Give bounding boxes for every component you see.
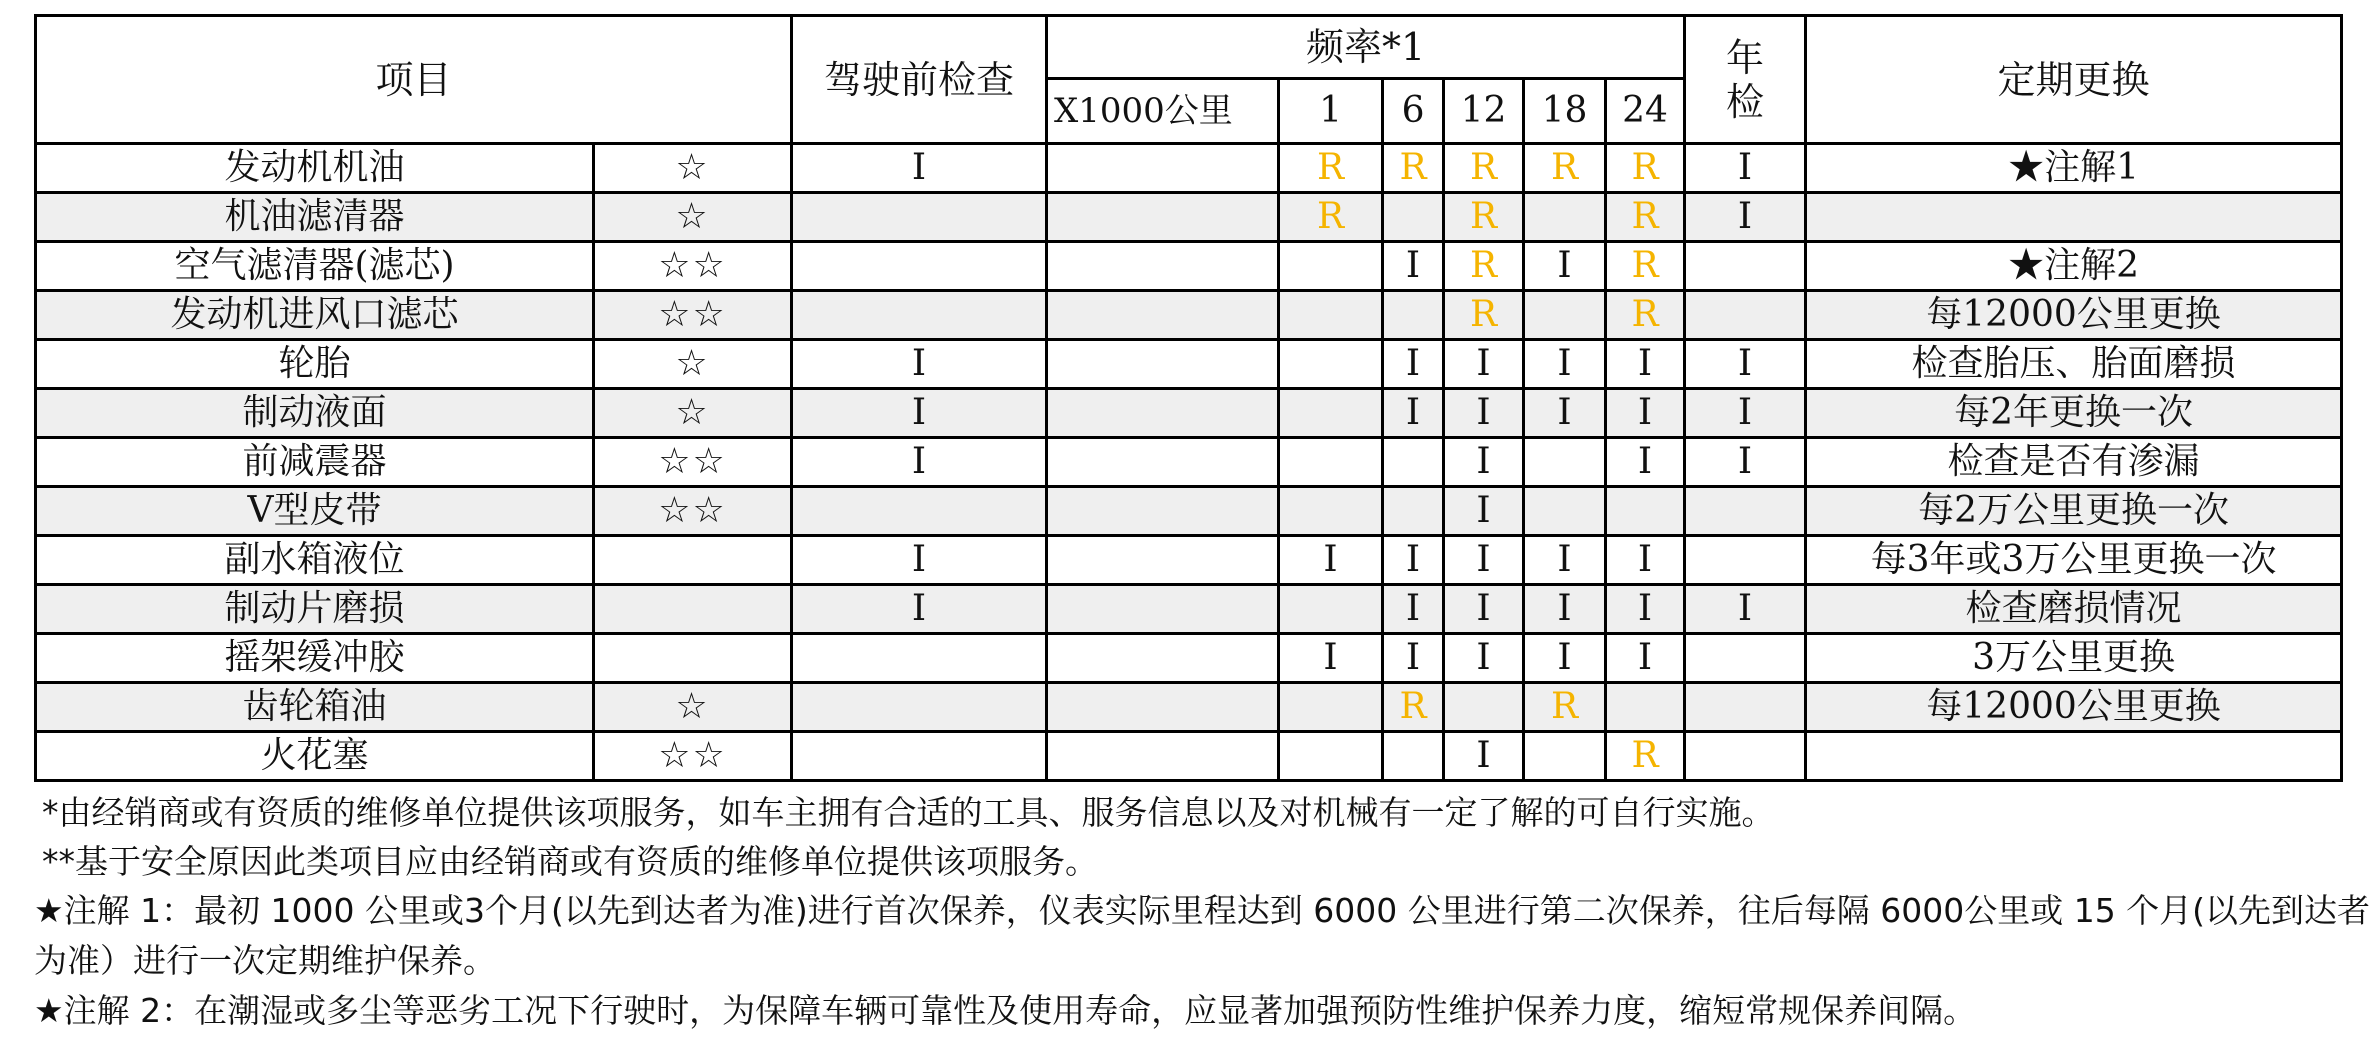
freq-1-mark: I <box>1279 634 1383 683</box>
freq-6-mark: I <box>1383 585 1444 634</box>
freq-24-mark: I <box>1606 536 1685 585</box>
item-stars: ☆ <box>594 683 792 732</box>
item-name: 制动液面 <box>36 389 594 438</box>
replace-note: 检查磨损情况 <box>1806 585 2342 634</box>
freq-18-mark: R <box>1524 144 1606 193</box>
freq-12-mark: I <box>1444 340 1524 389</box>
freq-1-mark <box>1279 585 1383 634</box>
freq-24-mark: R <box>1606 144 1685 193</box>
header-pre-drive: 驾驶前检查 <box>792 16 1047 144</box>
header-interval-6: 6 <box>1383 79 1444 144</box>
footnotes <box>34 788 2371 1035</box>
freq-24-mark: I <box>1606 340 1685 389</box>
item-name: 前减震器 <box>36 438 594 487</box>
pre-drive-mark <box>792 487 1047 536</box>
footnote-safety: **基于安全原因此类项目应由经销商或有资质的维修单位提供该项服务。 <box>42 842 1098 881</box>
item-name: 火花塞 <box>36 732 594 781</box>
item-stars: ☆☆ <box>594 291 792 340</box>
freq-24-mark <box>1606 683 1685 732</box>
annual-mark <box>1685 634 1806 683</box>
replace-note <box>1806 193 2342 242</box>
freq-18-mark: I <box>1524 634 1606 683</box>
x1000-blank <box>1047 144 1279 193</box>
replace-note: ★注解1 <box>1806 144 2342 193</box>
annual-mark <box>1685 536 1806 585</box>
header-replace: 定期更换 <box>1806 16 2342 144</box>
freq-6-mark: I <box>1383 242 1444 291</box>
footnote-service: *由经销商或有资质的维修单位提供该项服务，如车主拥有合适的工具、服务信息以及对机械有一定了解的可自行实施。 <box>42 793 1775 832</box>
freq-18-mark <box>1524 487 1606 536</box>
item-name: 机油滤清器 <box>36 193 594 242</box>
replace-note: 检查是否有渗漏 <box>1806 438 2342 487</box>
freq-6-mark <box>1383 193 1444 242</box>
note-2: ★注解 2：在潮湿或多尘等恶劣工况下行驶时，为保障车辆可靠性及使用寿命，应显著加强预防性维护保养力度，缩短常规保养间隔。 <box>34 991 1977 1030</box>
annual-mark <box>1685 291 1806 340</box>
pre-drive-mark <box>792 732 1047 781</box>
x1000-blank <box>1047 536 1279 585</box>
freq-24-mark: I <box>1606 634 1685 683</box>
item-stars: ☆☆ <box>594 438 792 487</box>
x1000-blank <box>1047 438 1279 487</box>
annual-mark: I <box>1685 389 1806 438</box>
freq-6-mark: I <box>1383 389 1444 438</box>
x1000-blank <box>1047 291 1279 340</box>
freq-12-mark: R <box>1444 291 1524 340</box>
freq-1-mark <box>1279 732 1383 781</box>
freq-18-mark: I <box>1524 340 1606 389</box>
x1000-blank <box>1047 242 1279 291</box>
pre-drive-mark: I <box>792 585 1047 634</box>
annual-mark: I <box>1685 193 1806 242</box>
item-stars: ☆☆ <box>594 242 792 291</box>
freq-18-mark: R <box>1524 683 1606 732</box>
item-name: 发动机机油 <box>36 144 594 193</box>
freq-1-mark <box>1279 487 1383 536</box>
item-stars <box>594 536 792 585</box>
freq-6-mark <box>1383 487 1444 536</box>
table-row <box>36 291 2342 340</box>
x1000-blank <box>1047 683 1279 732</box>
x1000-blank <box>1047 634 1279 683</box>
item-stars <box>594 585 792 634</box>
pre-drive-mark: I <box>792 144 1047 193</box>
replace-note: 检查胎压、胎面磨损 <box>1806 340 2342 389</box>
header-interval-18: 18 <box>1524 79 1606 144</box>
maintenance-table <box>34 14 2343 782</box>
maintenance-schedule <box>34 14 2371 1035</box>
freq-1-mark <box>1279 683 1383 732</box>
x1000-blank <box>1047 193 1279 242</box>
item-name: 制动片磨损 <box>36 585 594 634</box>
freq-24-mark: I <box>1606 389 1685 438</box>
freq-12-mark <box>1444 683 1524 732</box>
freq-12-mark: R <box>1444 193 1524 242</box>
item-name: 副水箱液位 <box>36 536 594 585</box>
freq-24-mark: I <box>1606 438 1685 487</box>
x1000-blank <box>1047 487 1279 536</box>
freq-12-mark: I <box>1444 536 1524 585</box>
x1000-blank <box>1047 585 1279 634</box>
freq-1-mark <box>1279 242 1383 291</box>
pre-drive-mark <box>792 291 1047 340</box>
freq-18-mark <box>1524 438 1606 487</box>
replace-note: 每2年更换一次 <box>1806 389 2342 438</box>
replace-note: 3万公里更换 <box>1806 634 2342 683</box>
freq-1-mark: R <box>1279 144 1383 193</box>
annual-mark <box>1685 487 1806 536</box>
header-x1000km: X1000公里 <box>1047 79 1279 144</box>
header-interval-12: 12 <box>1444 79 1524 144</box>
annual-mark: I <box>1685 144 1806 193</box>
pre-drive-mark <box>792 242 1047 291</box>
item-stars <box>594 634 792 683</box>
replace-note: ★注解2 <box>1806 242 2342 291</box>
table-row <box>36 536 2342 585</box>
header-interval-1: 1 <box>1279 79 1383 144</box>
freq-18-mark <box>1524 193 1606 242</box>
table-row <box>36 634 2342 683</box>
freq-24-mark: R <box>1606 193 1685 242</box>
freq-6-mark: R <box>1383 144 1444 193</box>
replace-note: 每2万公里更换一次 <box>1806 487 2342 536</box>
freq-24-mark: I <box>1606 585 1685 634</box>
table-row <box>36 242 2342 291</box>
freq-24-mark: R <box>1606 242 1685 291</box>
annual-mark <box>1685 683 1806 732</box>
x1000-blank <box>1047 340 1279 389</box>
freq-1-mark <box>1279 438 1383 487</box>
pre-drive-mark <box>792 683 1047 732</box>
item-name: 空气滤清器(滤芯) <box>36 242 594 291</box>
header-annual-line2: 检 <box>1726 79 1765 124</box>
freq-12-mark: I <box>1444 732 1524 781</box>
item-stars: ☆ <box>594 340 792 389</box>
freq-18-mark: I <box>1524 242 1606 291</box>
pre-drive-mark <box>792 193 1047 242</box>
table-row <box>36 144 2342 193</box>
freq-1-mark <box>1279 291 1383 340</box>
freq-18-mark: I <box>1524 585 1606 634</box>
freq-6-mark <box>1383 732 1444 781</box>
table-row <box>36 732 2342 781</box>
item-stars: ☆☆ <box>594 732 792 781</box>
freq-6-mark: I <box>1383 536 1444 585</box>
pre-drive-mark: I <box>792 536 1047 585</box>
annual-mark: I <box>1685 340 1806 389</box>
pre-drive-mark <box>792 634 1047 683</box>
table-row <box>36 193 2342 242</box>
freq-18-mark <box>1524 291 1606 340</box>
table-row <box>36 487 2342 536</box>
freq-24-mark <box>1606 487 1685 536</box>
freq-6-mark: R <box>1383 683 1444 732</box>
freq-1-mark <box>1279 389 1383 438</box>
replace-note <box>1806 732 2342 781</box>
table-row <box>36 683 2342 732</box>
freq-6-mark <box>1383 291 1444 340</box>
note-1: ★注解 1：最初 1000 公里或3个月(以先到达者为准)进行首次保养，仪表实际里程达到 6000 公里进行第二次保养，往后每隔 6000公里或 15 个月(以先到达者为准）进行一次定期维护保养。 <box>34 891 2371 980</box>
item-name: 摇架缓冲胶 <box>36 634 594 683</box>
annual-mark: I <box>1685 585 1806 634</box>
replace-note: 每12000公里更换 <box>1806 291 2342 340</box>
item-stars: ☆ <box>594 389 792 438</box>
header-item: 项目 <box>36 16 792 144</box>
freq-12-mark: I <box>1444 487 1524 536</box>
freq-12-mark: R <box>1444 144 1524 193</box>
header-annual-line1: 年 <box>1726 35 1765 80</box>
pre-drive-mark: I <box>792 340 1047 389</box>
replace-note: 每12000公里更换 <box>1806 683 2342 732</box>
freq-12-mark: R <box>1444 242 1524 291</box>
item-name: 发动机进风口滤芯 <box>36 291 594 340</box>
freq-18-mark: I <box>1524 389 1606 438</box>
freq-6-mark <box>1383 438 1444 487</box>
header-annual-inspection <box>1685 16 1806 144</box>
freq-1-mark <box>1279 340 1383 389</box>
freq-6-mark: I <box>1383 340 1444 389</box>
freq-24-mark: R <box>1606 291 1685 340</box>
pre-drive-mark: I <box>792 438 1047 487</box>
item-stars: ☆ <box>594 144 792 193</box>
freq-1-mark: R <box>1279 193 1383 242</box>
annual-mark: I <box>1685 438 1806 487</box>
pre-drive-mark: I <box>792 389 1047 438</box>
item-name: 齿轮箱油 <box>36 683 594 732</box>
annual-mark <box>1685 732 1806 781</box>
freq-18-mark: I <box>1524 536 1606 585</box>
freq-12-mark: I <box>1444 438 1524 487</box>
item-name: V型皮带 <box>36 487 594 536</box>
item-stars: ☆☆ <box>594 487 792 536</box>
item-name: 轮胎 <box>36 340 594 389</box>
freq-24-mark: R <box>1606 732 1685 781</box>
table-row <box>36 585 2342 634</box>
item-stars: ☆ <box>594 193 792 242</box>
replace-note: 每3年或3万公里更换一次 <box>1806 536 2342 585</box>
freq-18-mark <box>1524 732 1606 781</box>
table-row <box>36 340 2342 389</box>
freq-12-mark: I <box>1444 389 1524 438</box>
header-frequency: 频率*1 <box>1047 16 1685 79</box>
header-interval-24: 24 <box>1606 79 1685 144</box>
freq-1-mark: I <box>1279 536 1383 585</box>
x1000-blank <box>1047 389 1279 438</box>
x1000-blank <box>1047 732 1279 781</box>
table-row <box>36 438 2342 487</box>
annual-mark <box>1685 242 1806 291</box>
freq-12-mark: I <box>1444 585 1524 634</box>
table-row <box>36 389 2342 438</box>
freq-12-mark: I <box>1444 634 1524 683</box>
freq-6-mark: I <box>1383 634 1444 683</box>
